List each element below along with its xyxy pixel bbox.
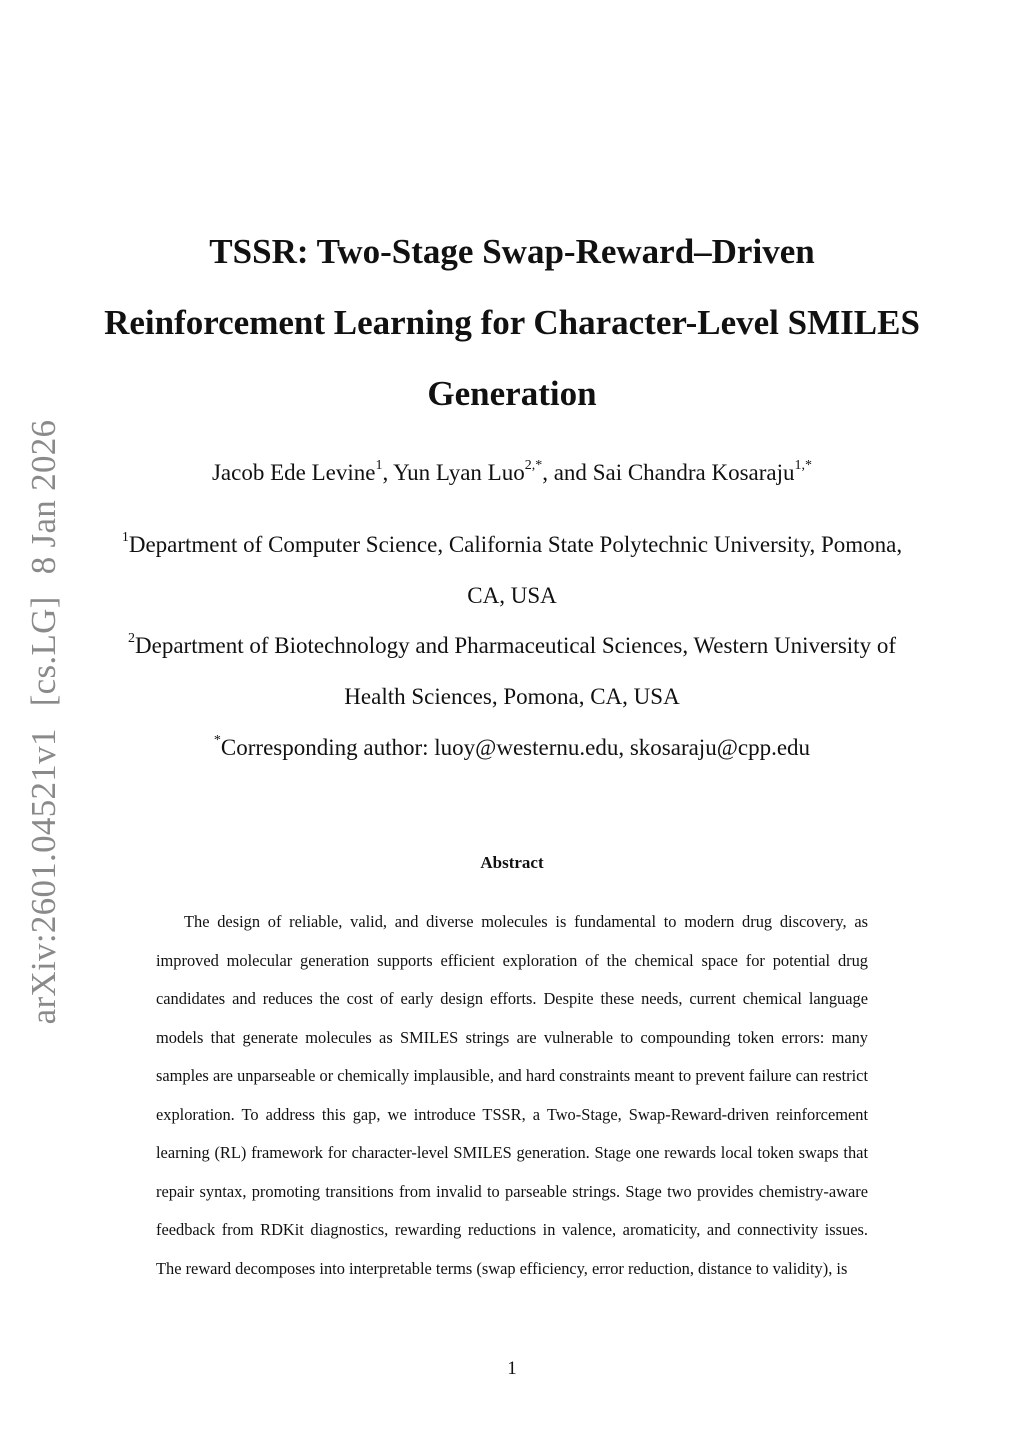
arxiv-id[interactable]: arXiv:2601.04521v1: [24, 728, 63, 1025]
arxiv-category: [cs.LG]: [24, 596, 63, 707]
title-line-1: TSSR: Two-Stage Swap-Reward–Driven: [209, 232, 815, 271]
author-list: [0, 460, 1024, 485]
affiliation-2-line-2: Health Sciences, Pomona, CA, USA: [344, 684, 680, 709]
arxiv-sidebar-stamp: [24, 420, 64, 1025]
affiliation-text: Department of Computer Science, California State Polytechnic University, Pomona,: [128, 532, 903, 557]
abstract-heading: Abstract: [480, 853, 544, 872]
author-superscript: 1: [375, 458, 383, 474]
author-name: Sai Chandra Kosaraju: [592, 460, 795, 485]
paper-title: [0, 216, 1024, 429]
author-name: Jacob Ede Levine: [211, 460, 376, 485]
page-number: 1: [507, 1358, 517, 1379]
corresponding-mark: *: [213, 733, 221, 749]
affiliation-1-line-1: [0, 532, 1024, 557]
corresponding-author: [0, 735, 1024, 760]
author-separator: ,: [382, 460, 394, 485]
title-line-3: Generation: [427, 374, 597, 413]
author-separator: , and: [542, 460, 593, 485]
author-superscript: 2,*: [524, 458, 543, 474]
author-superscript: 1,*: [794, 458, 813, 474]
title-line-2: Reinforcement Learning for Character-Level SMILES: [104, 303, 920, 342]
arxiv-date: 8 Jan 2026: [24, 419, 63, 575]
author-name: Yun Lyan Luo: [393, 460, 525, 485]
affiliation-text: Department of Biotechnology and Pharmaceutical Sciences, Western University of: [135, 633, 896, 658]
affiliation-2-line-1: [0, 633, 1024, 658]
affiliation-mark: 1: [121, 530, 129, 546]
affiliation-mark: 2: [128, 631, 136, 647]
abstract-body: The design of reliable, valid, and diverse molecules is fundamental to modern drug discovery, as improved molecular generation supports efficient exploration of the chemical space for potential drug candidates and reduces the cost of early design efforts. Despite these needs, current chemical language models that generate molecules as SMILES strings are vulnerable to compounding token errors: many samples are unparseable or chemically implausible, and hard constraints meant to prevent failure can restrict exploration. To address this gap, we introduce TSSR, a Two-Stage, Swap-Reward-driven reinforcement learning (RL) framework for character-level SMILES generation. Stage one rewards local token swaps that repair syntax, promoting transitions from invalid to parseable strings. Stage two provides chemistry-aware feedback from RDKit diagnostics, rewarding reductions in valence, aromaticity, and connectivity issues. The reward decomposes into interpretable terms (swap efficiency, error reduction, distance to validity), is: [156, 912, 868, 1278]
affiliation-1-line-2: CA, USA: [467, 583, 557, 608]
corresponding-text[interactable]: Corresponding author: luoy@westernu.edu, skosaraju@cpp.edu: [220, 735, 811, 760]
